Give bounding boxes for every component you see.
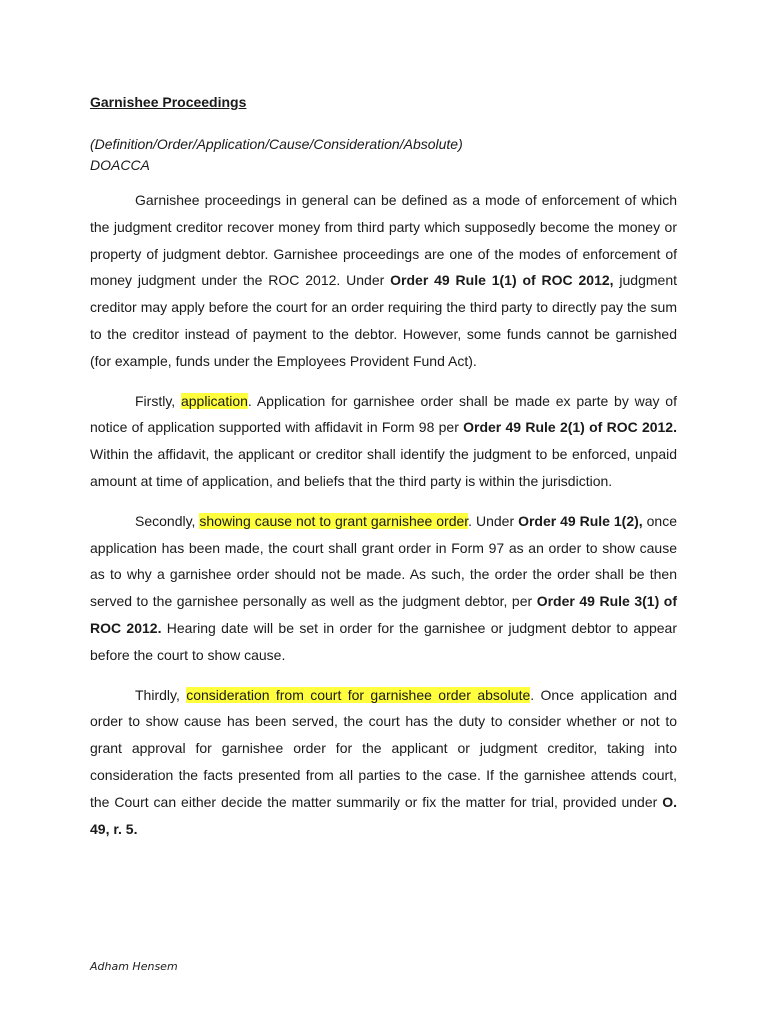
page-subtitle: (Definition/Order/Application/Cause/Consideration/Absolute) <box>90 136 463 152</box>
highlighted-text: consideration from court for garnishee order absolute <box>186 686 531 703</box>
paragraph-definition <box>90 187 677 375</box>
acronym-text: DOACCA <box>90 157 150 173</box>
paragraph-text: Secondly, <box>135 512 200 529</box>
page-title: Garnishee Proceedings <box>90 94 247 110</box>
paragraph-consideration <box>90 682 677 843</box>
paragraph-text: Garnishee proceedings in general can be defined as a mode of enforcement of which the judgment creditor recover money from third party which supposedly become the money or property of judgment debtor. Garnishee proceedings are one of the modes of enforcement of money judgment under the ROC 2012. Under <box>90 192 677 289</box>
paragraph-text: . Application for garnishee order shall be made ex parte by way of notice of application supported with affidavit in Form 98 per <box>90 392 677 436</box>
paragraph-text: judgment creditor may apply before the court for an order requiring the third party to directly pay the sum to the creditor instead of payment to the debtor. However, some funds cannot be garnished (for example, funds under the Employees Provident Fund Act). <box>90 272 677 369</box>
paragraph-text: . Once application and order to show cause has been served, the court has the duty to consider whether or not to grant approval for garnishee order for the applicant or judgment creditor, taking into consideration the facts presented from all parties to the case. If the garnishee attends court, the Court can either decide the matter summarily or fix the matter for trial, provided under <box>90 686 678 810</box>
paragraph-text: . Under <box>468 512 519 529</box>
paragraph-text: Thirdly, <box>135 686 187 703</box>
statute-reference: Order 49 Rule 1(2), <box>518 512 643 529</box>
document-page <box>90 92 677 842</box>
statute-reference: Order 49 Rule 2(1) of ROC 2012. <box>463 419 677 436</box>
paragraph-text: Hearing date will be set in order for the garnishee or judgment debtor to appear before the court to show cause. <box>90 619 677 663</box>
statute-reference: Order 49 Rule 1(1) of ROC 2012, <box>390 272 614 289</box>
paragraph-text: Firstly, <box>135 392 181 409</box>
paragraph-text: Within the affidavit, the applicant or creditor shall identify the judgment to be enforced, unpaid amount at time of application, and beliefs that the third party is within the jurisdiction. <box>90 446 677 489</box>
paragraph-cause <box>90 508 677 669</box>
footer-author: Adham Hensem <box>90 960 178 973</box>
paragraph-text: once application has been made, the court shall grant order in Form 97 as an order to show cause as to why a garnishee order should not be made. As such, the order the order shall be then served to the garnishee personally as well as the judgment debtor, per <box>90 512 677 610</box>
statute-reference: Order 49 Rule 3(1) of ROC 2012. <box>90 593 677 636</box>
highlighted-text: showing cause not to grant garnishee order <box>199 512 469 529</box>
statute-reference: O. 49, r. 5. <box>90 793 677 837</box>
paragraph-application <box>90 388 677 495</box>
highlighted-text: application <box>180 392 248 409</box>
